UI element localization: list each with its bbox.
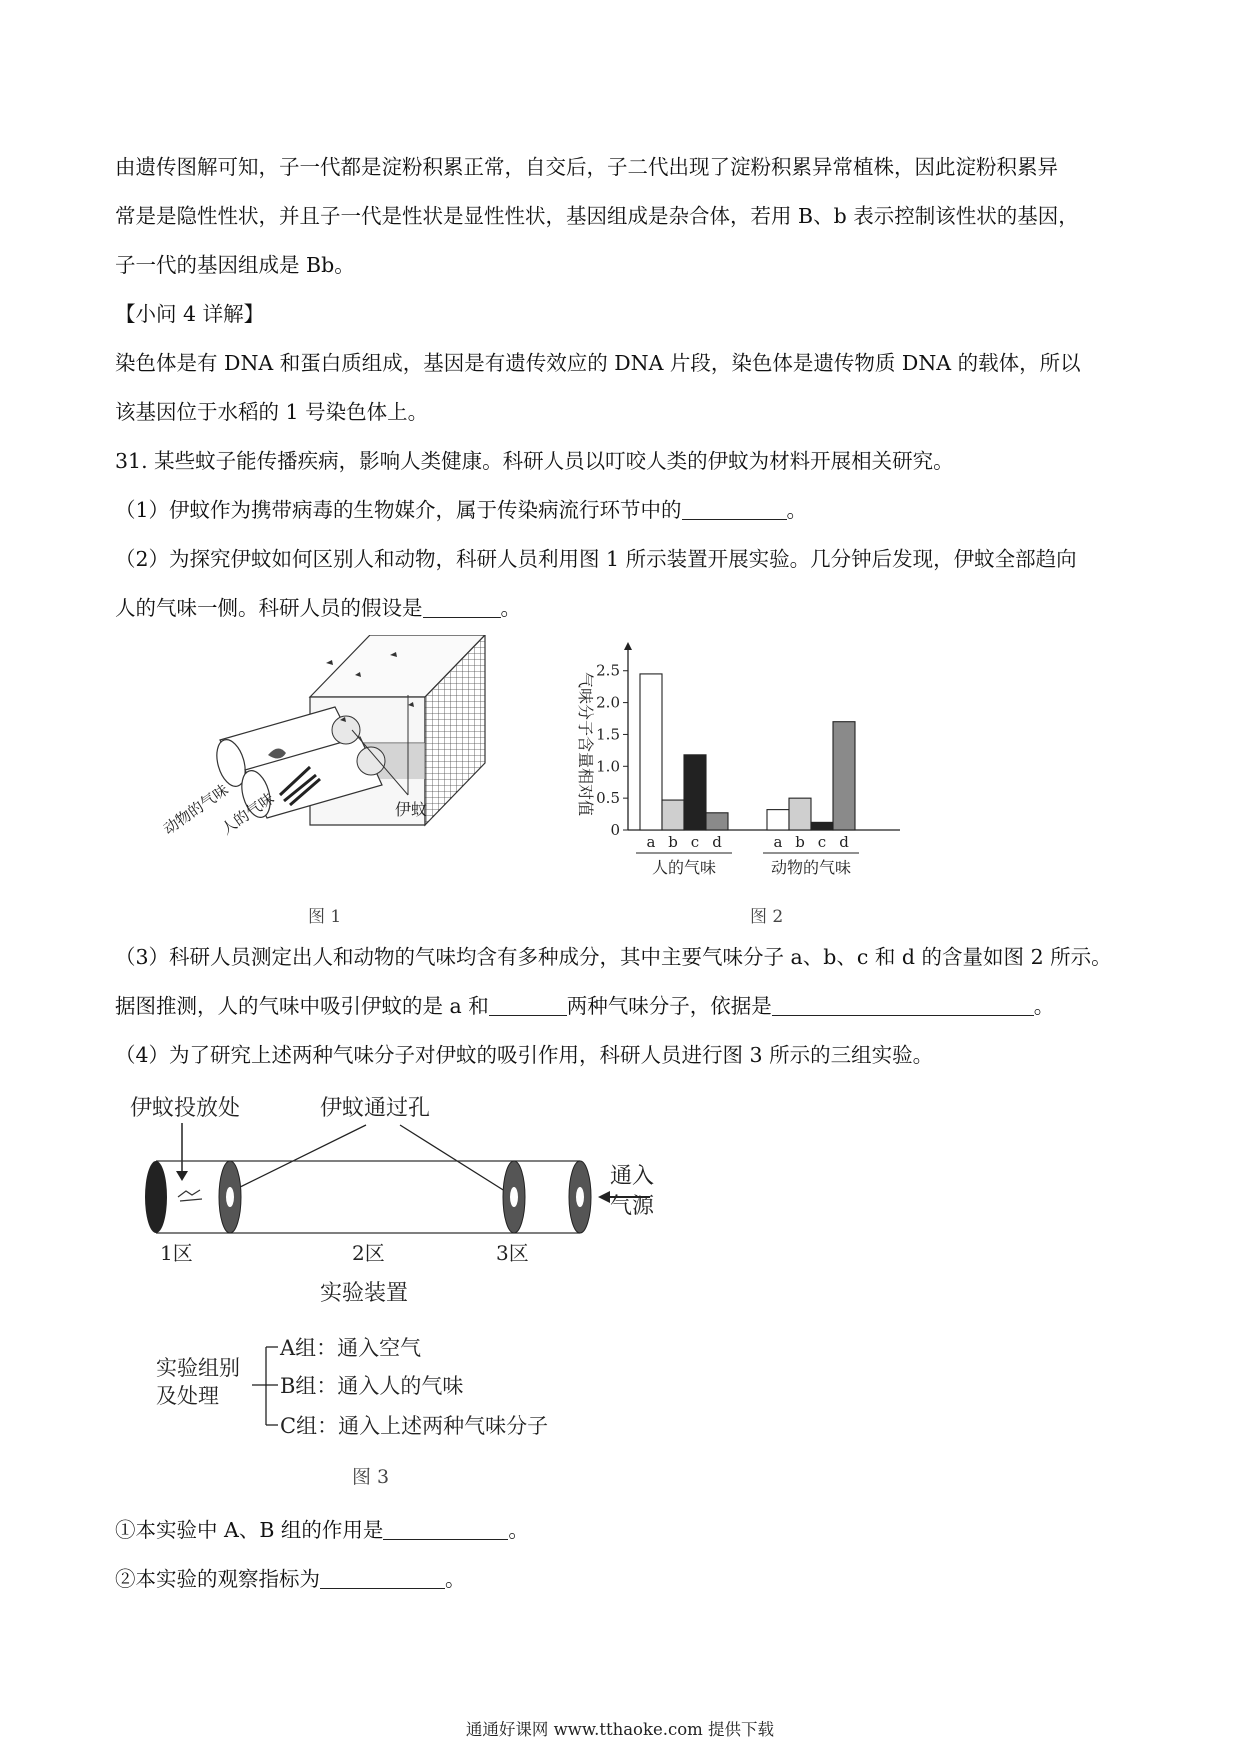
question-text: 。 — [786, 498, 808, 522]
y-tick-label: 2.0 — [596, 693, 620, 712]
label-animal-odor: 动物的气味 — [159, 780, 232, 839]
x-tick-label: d — [712, 833, 722, 851]
group-b: B组：通入人的气味 — [280, 1374, 464, 1398]
question-part-2-cont — [115, 593, 521, 623]
figure-1-apparatus — [150, 635, 500, 885]
question-text: ①本实验中 A、B 组的作用是 — [115, 1518, 384, 1542]
y-tick-label: 1.5 — [596, 725, 620, 744]
label-mosquito: 伊蚊 — [395, 800, 428, 819]
page-footer: 通通好课网 www.tthaoke.com 提供下载 — [465, 1720, 775, 1739]
label-pass-hole: 伊蚊通过孔 — [320, 1096, 431, 1121]
answer-blank[interactable] — [682, 499, 787, 520]
y-tick-label: 2.5 — [596, 661, 620, 680]
question-text: 。 — [445, 1567, 466, 1591]
figure-3-apparatus — [120, 1085, 700, 1495]
x-tick-label: c — [690, 833, 700, 851]
x-tick-label: c — [817, 833, 827, 851]
apparatus-label: 实验装置 — [320, 1281, 409, 1306]
question-text: （1）伊蚊作为携带病毒的生物媒介，属于传染病流行环节中的 — [115, 498, 682, 522]
question-part-3-cont — [115, 991, 1054, 1021]
y-tick-label: 0.5 — [596, 789, 620, 808]
y-axis-arrow — [624, 642, 632, 650]
question-part-2: （2）为探究伊蚊如何区别人和动物，科研人员利用图 1 所示装置开展实验。几分钟后发现，伊蚊全部趋向 — [115, 547, 1077, 571]
question-stem: 31. 某些蚊子能传播疾病，影响人类健康。科研人员以叮咬人类的伊蚊为材料开展相关研究。 — [115, 449, 954, 473]
group-c: C组：通入上述两种气味分子 — [280, 1414, 549, 1438]
question-part-3: （3）科研人员测定出人和动物的气味均含有多种成分，其中主要气味分子 a、b、c 和 d 的含量如图 2 所示。 — [115, 945, 1112, 969]
y-tick-label: 0 — [610, 821, 620, 839]
label-release-point: 伊蚊投放处 — [130, 1096, 241, 1121]
group-label: 人的气味 — [651, 858, 717, 877]
bar — [767, 810, 789, 830]
paragraph-line: 由遗传图解可知，子一代都是淀粉积累正常，自交后，子二代出现了淀粉积累异常植株，因此淀粉积累异 — [115, 155, 1058, 179]
answer-blank[interactable] — [320, 1568, 445, 1589]
bar — [662, 800, 684, 830]
figure-2-caption: 图 2 — [750, 907, 784, 927]
bar — [811, 822, 833, 830]
sub-question-1 — [115, 1515, 529, 1545]
y-tick-label: 1.0 — [596, 757, 620, 776]
paragraph-line: 子一代的基因组成是 Bb。 — [115, 253, 355, 277]
answer-blank[interactable] — [489, 995, 567, 1016]
question-text: 。 — [1033, 994, 1055, 1018]
bar — [684, 755, 706, 830]
bar — [833, 722, 855, 830]
group-a: A组：通入空气 — [280, 1336, 422, 1360]
figure-3-caption: 图 3 — [352, 1466, 390, 1488]
question-text: 人的气味一侧。科研人员的假设是 — [115, 596, 423, 620]
paragraph-line: 常是是隐性性状，并且子一代是性状是显性性状，基因组成是杂合体，若用 B、b 表示控制该性状的基因， — [115, 204, 1079, 228]
bar — [706, 813, 728, 830]
answer-blank[interactable] — [383, 1519, 508, 1540]
question-part-4: （4）为了研究上述两种气味分子对伊蚊的吸引作用，科研人员进行图 3 所示的三组实验。 — [115, 1043, 934, 1067]
answer-blank[interactable] — [423, 597, 501, 618]
label-odor-source: 气源 — [610, 1194, 655, 1219]
group-title: 实验组别 — [156, 1356, 240, 1380]
question-text: 两种气味分子，依据是 — [566, 994, 772, 1018]
x-tick-label: d — [839, 833, 849, 851]
question-text: 。 — [508, 1518, 529, 1542]
question-part-1 — [115, 495, 807, 525]
y-axis-label: 气味分子含量相对值 — [576, 671, 595, 817]
bar — [640, 674, 662, 830]
question-text: 。 — [500, 596, 521, 620]
x-tick-label: a — [773, 833, 783, 851]
group-title: 及处理 — [156, 1384, 219, 1408]
paragraph-line: 染色体是有 DNA 和蛋白质组成，基因是有遗传效应的 DNA 片段，染色体是遗传物质 DNA 的载体，所以 — [115, 351, 1081, 375]
x-tick-label: b — [668, 833, 678, 851]
section-heading: 【小问 4 详解】 — [115, 302, 265, 326]
answer-blank[interactable] — [772, 995, 1034, 1016]
bar — [789, 798, 811, 830]
paragraph-line: 该基因位于水稻的 1 号染色体上。 — [115, 400, 429, 424]
question-text: ②本实验的观察指标为 — [115, 1567, 320, 1591]
x-tick-label: b — [795, 833, 805, 851]
label-human-odor: 人的气味 — [217, 789, 278, 839]
figure-2-bar-chart — [560, 640, 920, 900]
group-label: 动物的气味 — [770, 858, 852, 877]
sub-question-2 — [115, 1564, 466, 1594]
label-inlet: 通入 — [610, 1164, 655, 1189]
zone-2-label: 2区 — [352, 1241, 385, 1265]
question-text: 据图推测，人的气味中吸引伊蚊的是 a 和 — [115, 994, 489, 1018]
figure-1-caption: 图 1 — [308, 907, 342, 927]
x-tick-label: a — [646, 833, 656, 851]
zone-3-label: 3区 — [496, 1241, 529, 1265]
zone-1-label: 1区 — [160, 1241, 193, 1265]
